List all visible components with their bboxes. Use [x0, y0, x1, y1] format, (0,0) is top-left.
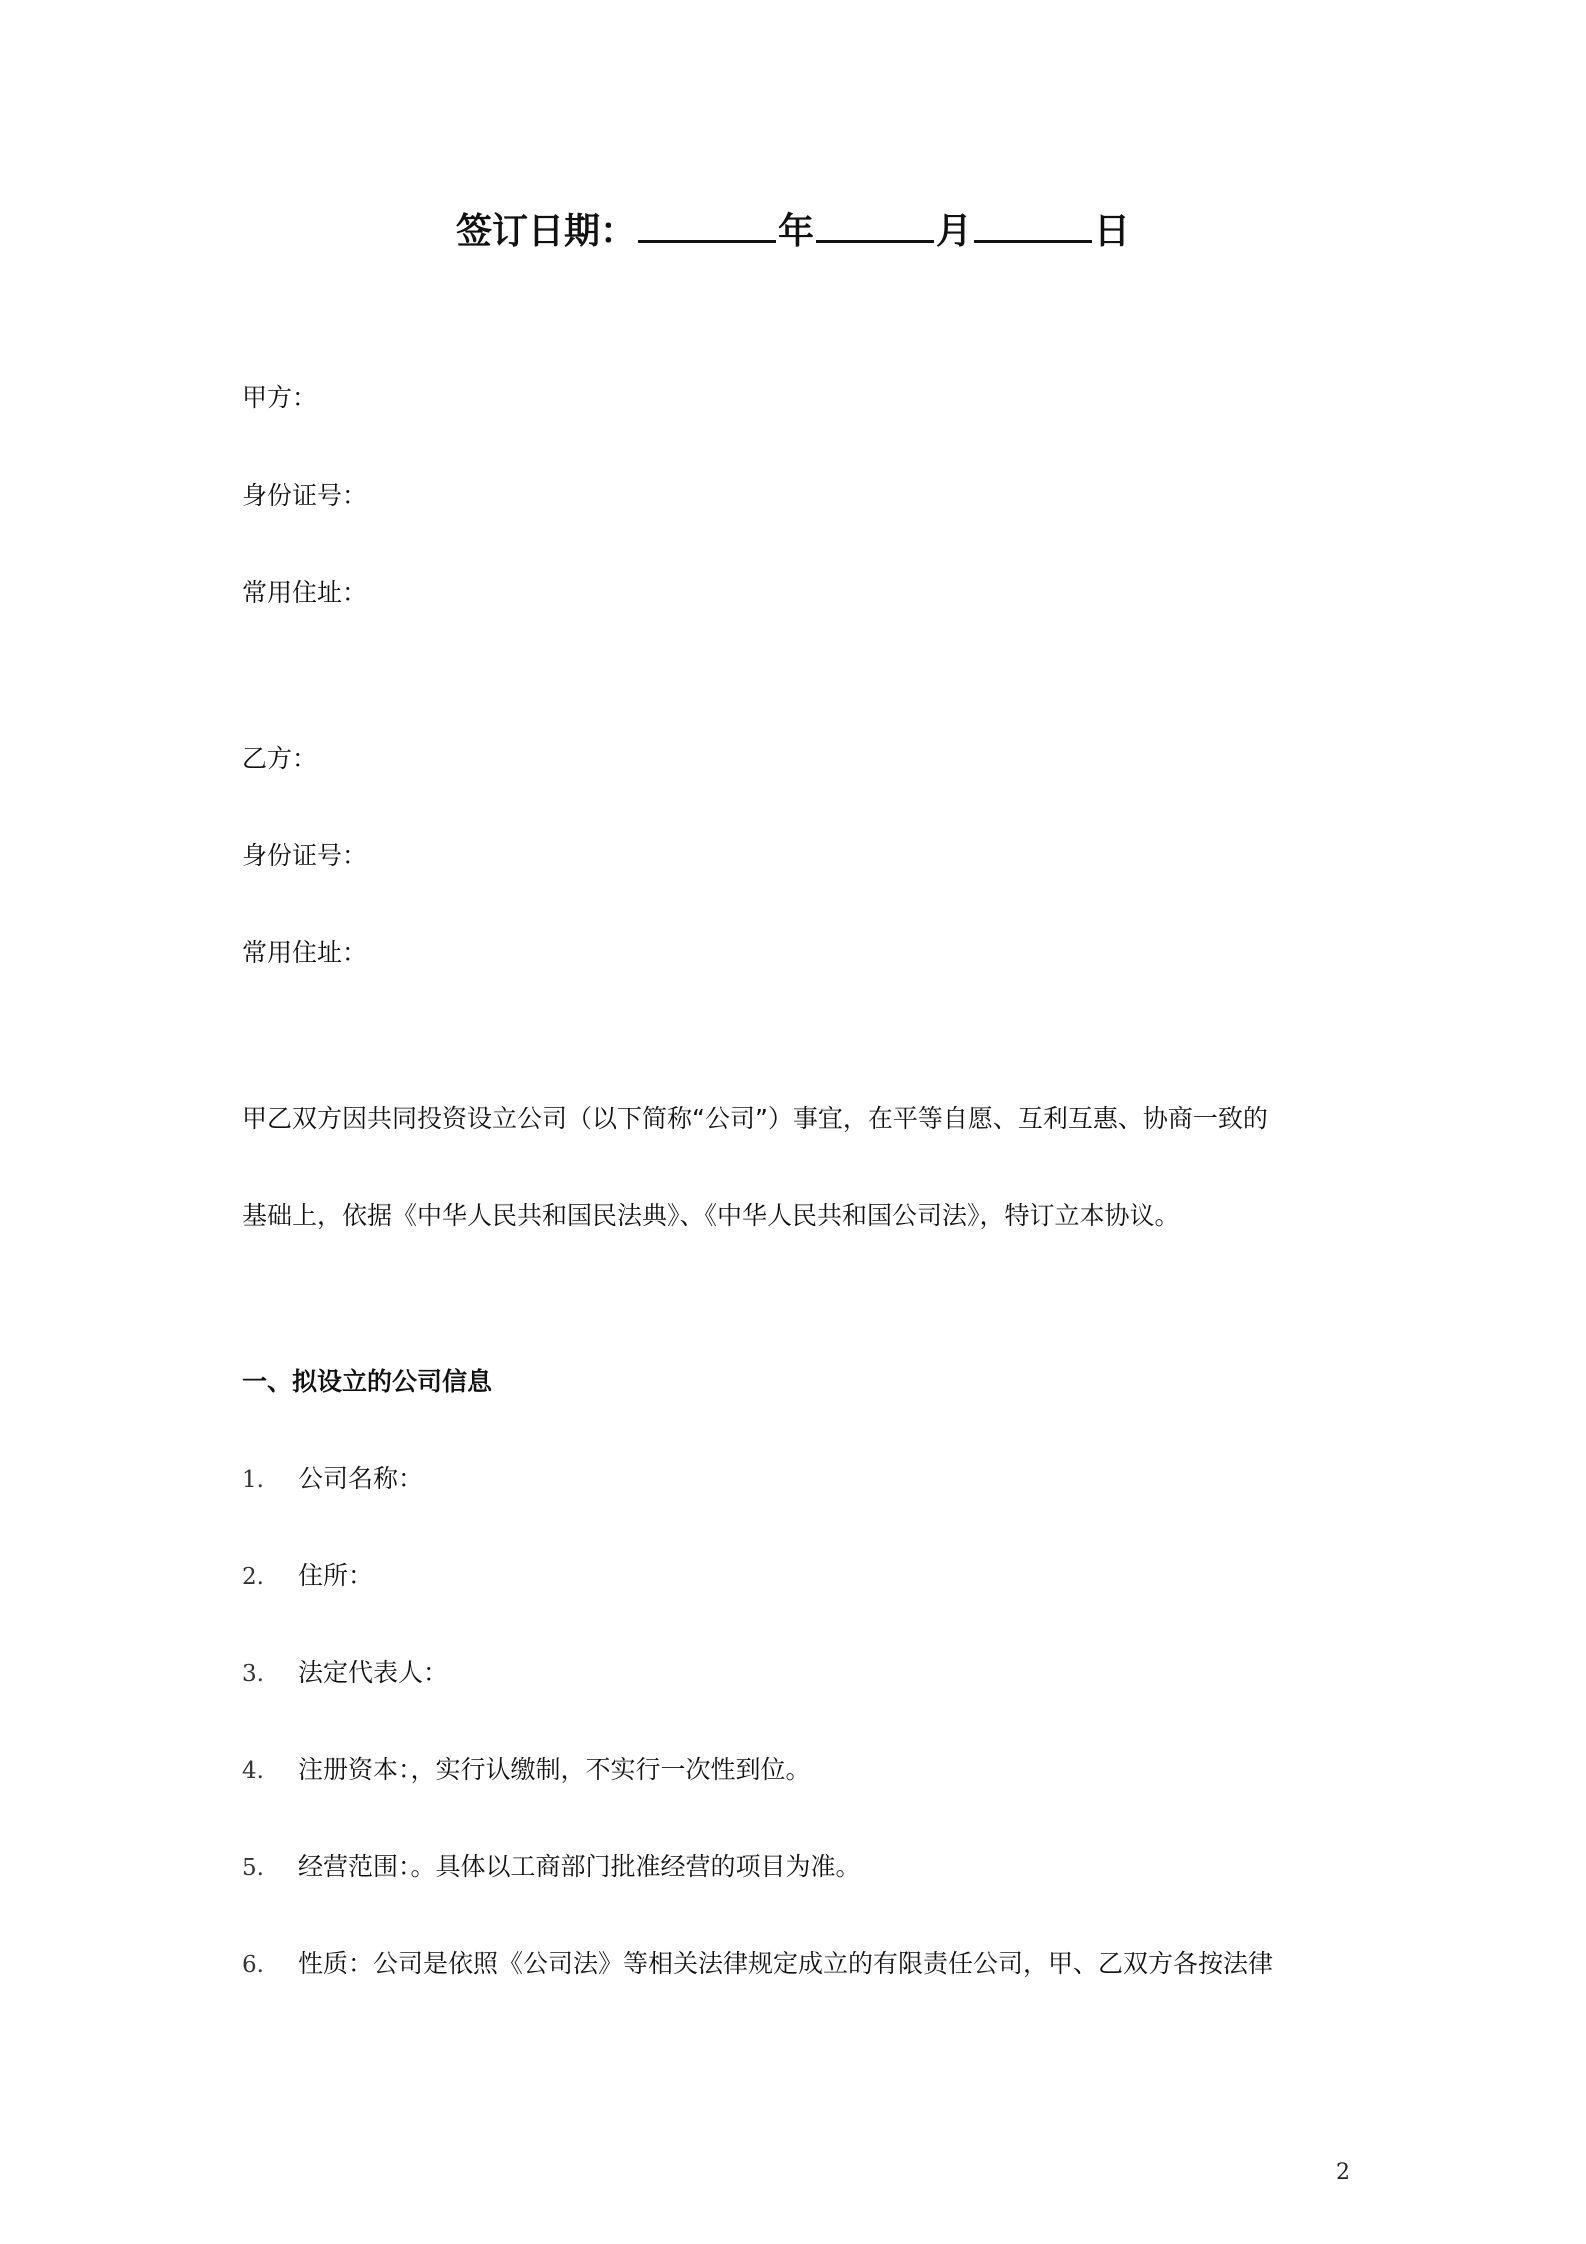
- party-b-address-label: 常用住址：: [242, 938, 368, 967]
- company-info-item: [242, 1946, 1273, 1983]
- year-blank: [638, 196, 776, 243]
- preamble-line-1: 甲乙双方因共同投资设立公司（以下简称“公司”）事宜，在平等自愿、互利互惠、协商一致的: [242, 1104, 1268, 1133]
- month-blank: [816, 196, 934, 243]
- item-text: 注册资本：，实行认缴制，不实行一次性到位。: [298, 1755, 811, 1784]
- party-b-id-label: 身份证号：: [242, 841, 368, 870]
- year-label: 年: [777, 211, 814, 252]
- item-text: 公司名称：: [298, 1464, 424, 1493]
- item-number: 1.: [242, 1467, 264, 1493]
- item-text: 法定代表人：: [298, 1658, 449, 1687]
- item-number: 4.: [242, 1758, 264, 1784]
- item-number: 5.: [242, 1855, 264, 1881]
- day-blank: [974, 196, 1092, 243]
- item-number: 3.: [242, 1661, 264, 1687]
- item-text: 经营范围：。具体以工商部门批准经营的项目为准。: [298, 1852, 861, 1881]
- item-text: 住所：: [298, 1561, 374, 1590]
- party-a-name-label: 甲方：: [242, 383, 318, 412]
- month-label: 月: [936, 211, 973, 252]
- company-info-item: [242, 1655, 448, 1692]
- company-info-item: [242, 1461, 423, 1498]
- company-info-item: [242, 1849, 861, 1886]
- company-info-item: [242, 1752, 811, 1789]
- section-1-heading: 一、拟设立的公司信息: [242, 1367, 493, 1396]
- item-number: 6.: [242, 1952, 264, 1978]
- party-b-name-label: 乙方：: [242, 744, 318, 773]
- item-number: 2.: [242, 1564, 264, 1590]
- party-a-id-label: 身份证号：: [242, 481, 368, 510]
- signing-date-title: [0, 196, 1586, 262]
- day-label: 日: [1094, 211, 1131, 252]
- item-text: 性质：公司是依照《公司法》等相关法律规定成立的有限责任公司，甲、乙双方各按法律: [298, 1949, 1274, 1978]
- preamble-line-2: 基础上，依据《中华人民共和国民法典》、《中华人民共和国公司法》，特订立本协议。: [242, 1201, 1180, 1230]
- signing-date-label: 签订日期：: [455, 211, 636, 252]
- page-number: 2: [1336, 2160, 1350, 2185]
- party-a-address-label: 常用住址：: [242, 578, 368, 607]
- company-info-item: [242, 1558, 373, 1595]
